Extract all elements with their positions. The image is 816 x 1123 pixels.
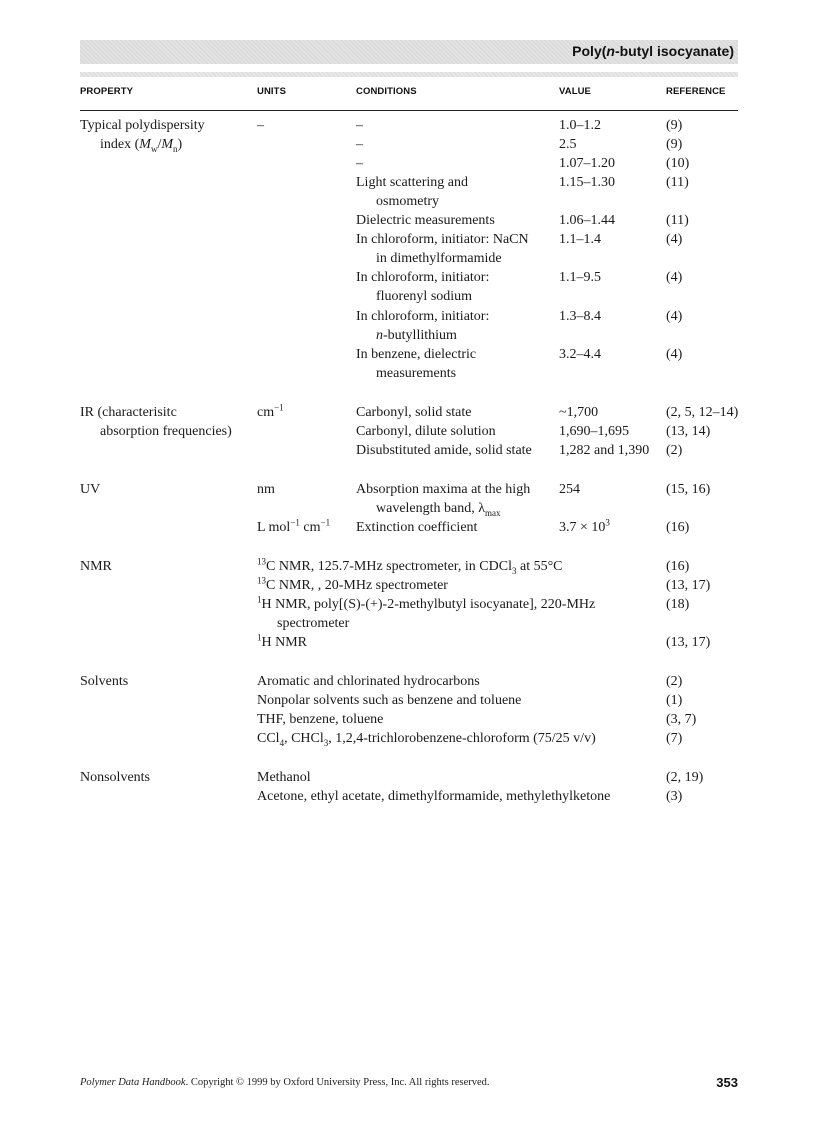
- condition-cell: Disubstituted amide, solid state: [356, 443, 532, 458]
- value-cell: 1.1–9.5: [559, 270, 601, 285]
- reference-cell: (9): [666, 137, 683, 152]
- reference-cell: (13, 17): [666, 635, 711, 650]
- property-uv: UV: [80, 482, 101, 497]
- condition-cell: –: [356, 137, 363, 152]
- column-header-units: UNITS: [257, 86, 286, 97]
- value-cell: 1,690–1,695: [559, 424, 629, 439]
- solvent-row: Nonpolar solvents such as benzene and toluene: [257, 693, 522, 708]
- reference-cell: (18): [666, 597, 690, 612]
- condition-cell: Extinction coefficient: [356, 520, 478, 535]
- value-cell: 1.1–1.4: [559, 232, 601, 247]
- column-header-property: PROPERTY: [80, 86, 134, 97]
- reference-cell: (16): [666, 559, 690, 574]
- property-nmr: NMR: [80, 559, 112, 574]
- reference-cell: (4): [666, 232, 683, 247]
- property-ir: IR (characterisitc absorption frequencies): [80, 405, 232, 439]
- column-header-conditions: CONDITIONS: [356, 86, 417, 97]
- reference-cell: (4): [666, 270, 683, 285]
- condition-cell: –: [356, 156, 363, 171]
- reference-cell: (15, 16): [666, 482, 711, 497]
- value-cell: ~1,700: [559, 405, 599, 420]
- reference-cell: (3): [666, 789, 683, 804]
- reference-cell: (10): [666, 156, 690, 171]
- solvent-row: CCl$_4$, CHCl$_3$, 1,2,4-trichlorobenzene-chloroform (75/25 v/v): [257, 731, 596, 748]
- reference-cell: (11): [666, 175, 689, 190]
- value-cell: 1.15–1.30: [559, 175, 615, 190]
- units-uv-nm: nm: [257, 482, 275, 497]
- nmr-row: $^{13}$C NMR, 125.7-MHz spectrometer, in CDCl$_3$ at 55°C: [257, 556, 563, 576]
- reference-cell: (7): [666, 731, 683, 746]
- condition-cell: Light scattering and osmometry: [356, 175, 468, 209]
- units-ir: $cm^{-1}$: [257, 402, 284, 420]
- value-cell: 254: [559, 482, 580, 497]
- nonsolvent-row: Methanol: [257, 770, 311, 785]
- column-header-value: VALUE: [559, 86, 591, 97]
- page-title: Poly(n-butyl isocyanate): [572, 43, 734, 59]
- column-header-reference: REFERENCE: [666, 86, 726, 97]
- nmr-row: $^{13}$C NMR, , 20-MHz spectrometer: [257, 575, 448, 593]
- nmr-row: $^1$H NMR: [257, 632, 308, 650]
- reference-cell: (13, 17): [666, 578, 711, 593]
- reference-cell: (9): [666, 118, 683, 133]
- value-cell: $3.7 \times 10^3$: [559, 517, 610, 535]
- header-subband: [80, 72, 738, 77]
- reference-cell: (2): [666, 674, 683, 689]
- value-cell: 3.2–4.4: [559, 347, 601, 362]
- value-cell: 1,282 and 1,390: [559, 443, 650, 458]
- property-nonsolvents: Nonsolvents: [80, 770, 150, 785]
- page-number: 353: [716, 1075, 738, 1090]
- property-solvents: Solvents: [80, 674, 129, 689]
- units-uv-extinction: L mol$^{-1}$ $cm^{-1}$: [257, 517, 331, 535]
- reference-cell: (2, 5, 12–14): [666, 405, 739, 420]
- value-cell: 2.5: [559, 137, 577, 152]
- reference-cell: (16): [666, 520, 690, 535]
- reference-cell: (2): [666, 443, 683, 458]
- reference-cell: (2, 19): [666, 770, 704, 785]
- nonsolvent-row: Acetone, ethyl acetate, dimethylformamide, methylethylketone: [257, 789, 611, 804]
- footer-copyright: Polymer Data Handbook. Copyright © 1999 by Oxford University Press, Inc. All rights reserved.: [80, 1077, 490, 1088]
- condition-cell: In chloroform, initiator: fluorenyl sodium: [356, 270, 490, 304]
- header-band: [80, 40, 738, 64]
- value-cell: 1.07–1.20: [559, 156, 615, 171]
- units-pdi: –: [257, 118, 264, 133]
- condition-cell: Dielectric measurements: [356, 213, 495, 228]
- solvent-row: THF, benzene, toluene: [257, 712, 384, 727]
- condition-cell: Carbonyl, dilute solution: [356, 424, 496, 439]
- condition-cell: Absorption maxima at the high wavelength band, $\lambda_{max}$: [356, 482, 531, 518]
- reference-cell: (4): [666, 347, 683, 362]
- reference-cell: (13, 14): [666, 424, 711, 439]
- value-cell: 1.3–8.4: [559, 309, 601, 324]
- property-pdi: Typical polydispersity index $(M_w/M_n)$: [80, 118, 205, 154]
- solvent-row: Aromatic and chlorinated hydrocarbons: [257, 674, 480, 689]
- header-rule: [80, 110, 738, 111]
- condition-cell: –: [356, 118, 363, 133]
- condition-cell: In chloroform, initiator: n-butyllithium: [356, 309, 490, 343]
- reference-cell: (1): [666, 693, 683, 708]
- nmr-row: $^1$H NMR, poly[(S)-(+)-2-methylbutyl isocyanate], 220-MHz spectrometer: [257, 594, 596, 631]
- value-cell: 1.06–1.44: [559, 213, 615, 228]
- reference-cell: (3, 7): [666, 712, 697, 727]
- reference-cell: (11): [666, 213, 689, 228]
- reference-cell: (4): [666, 309, 683, 324]
- value-cell: 1.0–1.2: [559, 118, 601, 133]
- condition-cell: In chloroform, initiator: NaCN in dimethylformamide: [356, 232, 529, 266]
- condition-cell: Carbonyl, solid state: [356, 405, 472, 420]
- condition-cell: In benzene, dielectric measurements: [356, 347, 477, 381]
